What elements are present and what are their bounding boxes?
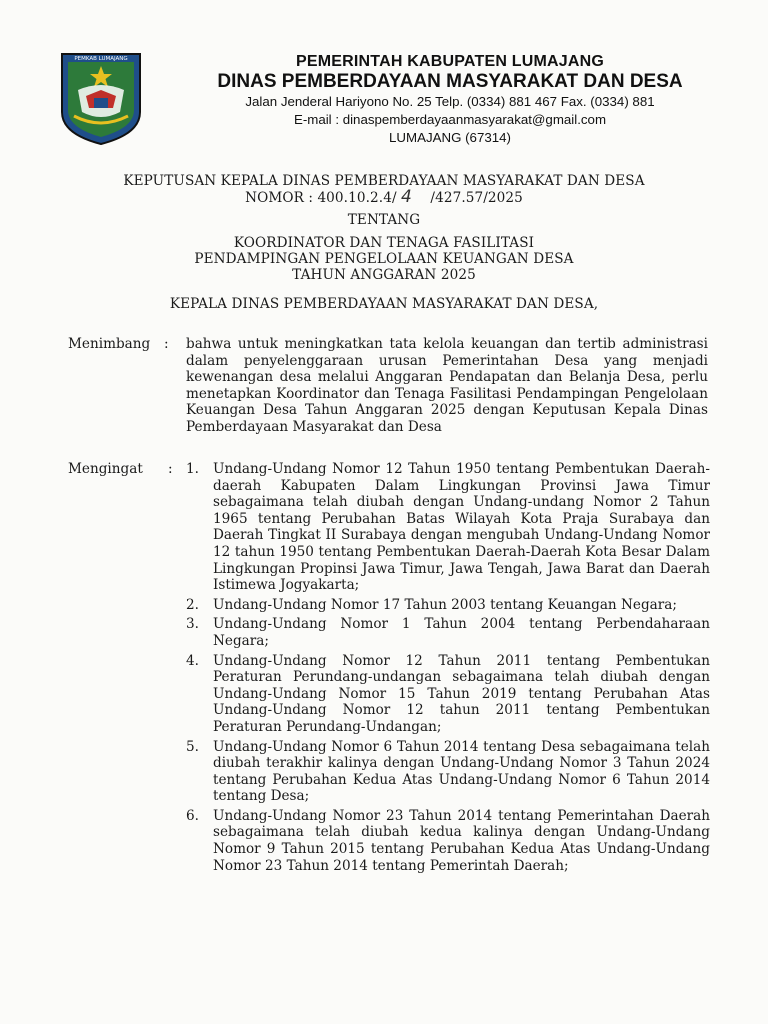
tentang-heading: TENTANG [347, 212, 421, 228]
decree-title: KEPUTUSAN KEPALA DINAS PEMBERDAYAAN MASYARAKAT DAN DESA [123, 173, 645, 189]
list-item: 3. Undang-Undang Nomor 1 Tahun 2004 tentang Perbendaharaan Negara; [186, 616, 710, 649]
list-item: 6. Undang-Undang Nomor 23 Tahun 2014 tentang Pemerintahan Daerah sebagaimana telah diubah kedua kalinya dengan Undang-Undang Nomor 9 Tahun 2015 tentang Perubahan Kedua Atas Undang-Undang Nomor 23 Tahun 2014 tentang Pemerintah Daerah; [186, 807, 710, 874]
svg-text:PEMKAB LUMAJANG: PEMKAB LUMAJANG [74, 56, 128, 62]
decree-number [60, 189, 708, 206]
lumajang-regency-logo-icon [58, 50, 144, 146]
decree-number-prefix: NOMOR : 400.10.2.4/ [245, 190, 397, 206]
menimbang-colon: : [164, 336, 169, 352]
list-item: 1. Undang-Undang Nomor 12 Tahun 1950 tentang Pembentukan Daerah-daerah Kabupaten Dalam Lingkungan Provinsi Jawa Timur sebagaimana telah diubah dengan Undang-undang Nomor 2 Tahun 1965 tentang Perubahan Batas Wilayah Kota Praja Surabaya dan Daerah Tingkat II Surabaya dengan mengubah Undang-Undang Nomor 12 tahun 1950 tentang Pembentukan Daerah-Daerah Kota Besar Dalam Lingkungan Propinsi Jawa Timur, Jawa Tengah, Jawa Barat dan Daerah Istimewa Jogyakarta; [186, 461, 710, 594]
city-postal-line: LUMAJANG (67314) [389, 130, 511, 145]
subject-line-2: PENDAMPINGAN PENGELOLAAN KEUANGAN DESA [194, 251, 574, 267]
address-line: Jalan Jenderal Hariyono No. 25 Telp. (0334) 881 467 Fax. (0334) 881 [245, 94, 655, 109]
government-name: PEMERINTAH KABUPATEN LUMAJANG [295, 53, 605, 70]
authority-line: KEPALA DINAS PEMBERDAYAAN MASYARAKAT DAN DESA, [169, 296, 599, 312]
list-item: 4. Undang-Undang Nomor 12 Tahun 2011 tentang Pembentukan Peraturan Perundang-undangan sebagaimana telah diubah dengan Undang-Undang Nomor 15 Tahun 2019 tentang Perubahan Atas Undang-Undang Nomor 12 tahun 2011 tentang Pembentukan Peraturan Perundang-Undangan; [186, 652, 710, 735]
agency-name: DINAS PEMBERDAYAAN MASYARAKAT DAN DESA [217, 71, 683, 92]
letterhead [150, 52, 750, 147]
decree-number-handwritten: 4 [401, 187, 412, 207]
mengingat-label: Mengingat [68, 461, 143, 477]
subject-line-3: TAHUN ANGGARAN 2025 [292, 267, 476, 283]
email-line: E-mail : dinaspemberdayaanmasyarakat@gmail.com [293, 112, 607, 127]
mengingat-colon: : [168, 461, 173, 477]
subject-line-1: KOORDINATOR DAN TENAGA FASILITASI [233, 235, 535, 251]
list-item: 2. Undang-Undang Nomor 17 Tahun 2003 tentang Keuangan Negara; [186, 596, 677, 613]
menimbang-label: Menimbang [68, 336, 151, 352]
decree-number-suffix: /427.57/2025 [430, 190, 523, 206]
mengingat-list [186, 461, 710, 877]
list-item: 5. Undang-Undang Nomor 6 Tahun 2014 tentang Desa sebagaimana telah diubah terakhir kalinya dengan Undang-Undang Nomor 3 Tahun 2024 tentang Perubahan Kedua Atas Undang-Undang Nomor 6 Tahun 2014 tentang Desa; [186, 738, 710, 805]
menimbang-text: bahwa untuk meningkatkan tata kelola keuangan dan tertib administrasi dalam penyelenggaraan urusan Pemerintahan Desa yang menjadi kewenangan desa melalui Anggaran Pendapatan dan Belanja Desa, perlu menetapkan Koordinator dan Tenaga Fasilitasi Pendampingan Pengelolaan Keuangan Desa Tahun Anggaran 2025 dengan Keputusan Kepala Dinas Pemberdayaan Masyarakat dan Desa [186, 336, 708, 435]
